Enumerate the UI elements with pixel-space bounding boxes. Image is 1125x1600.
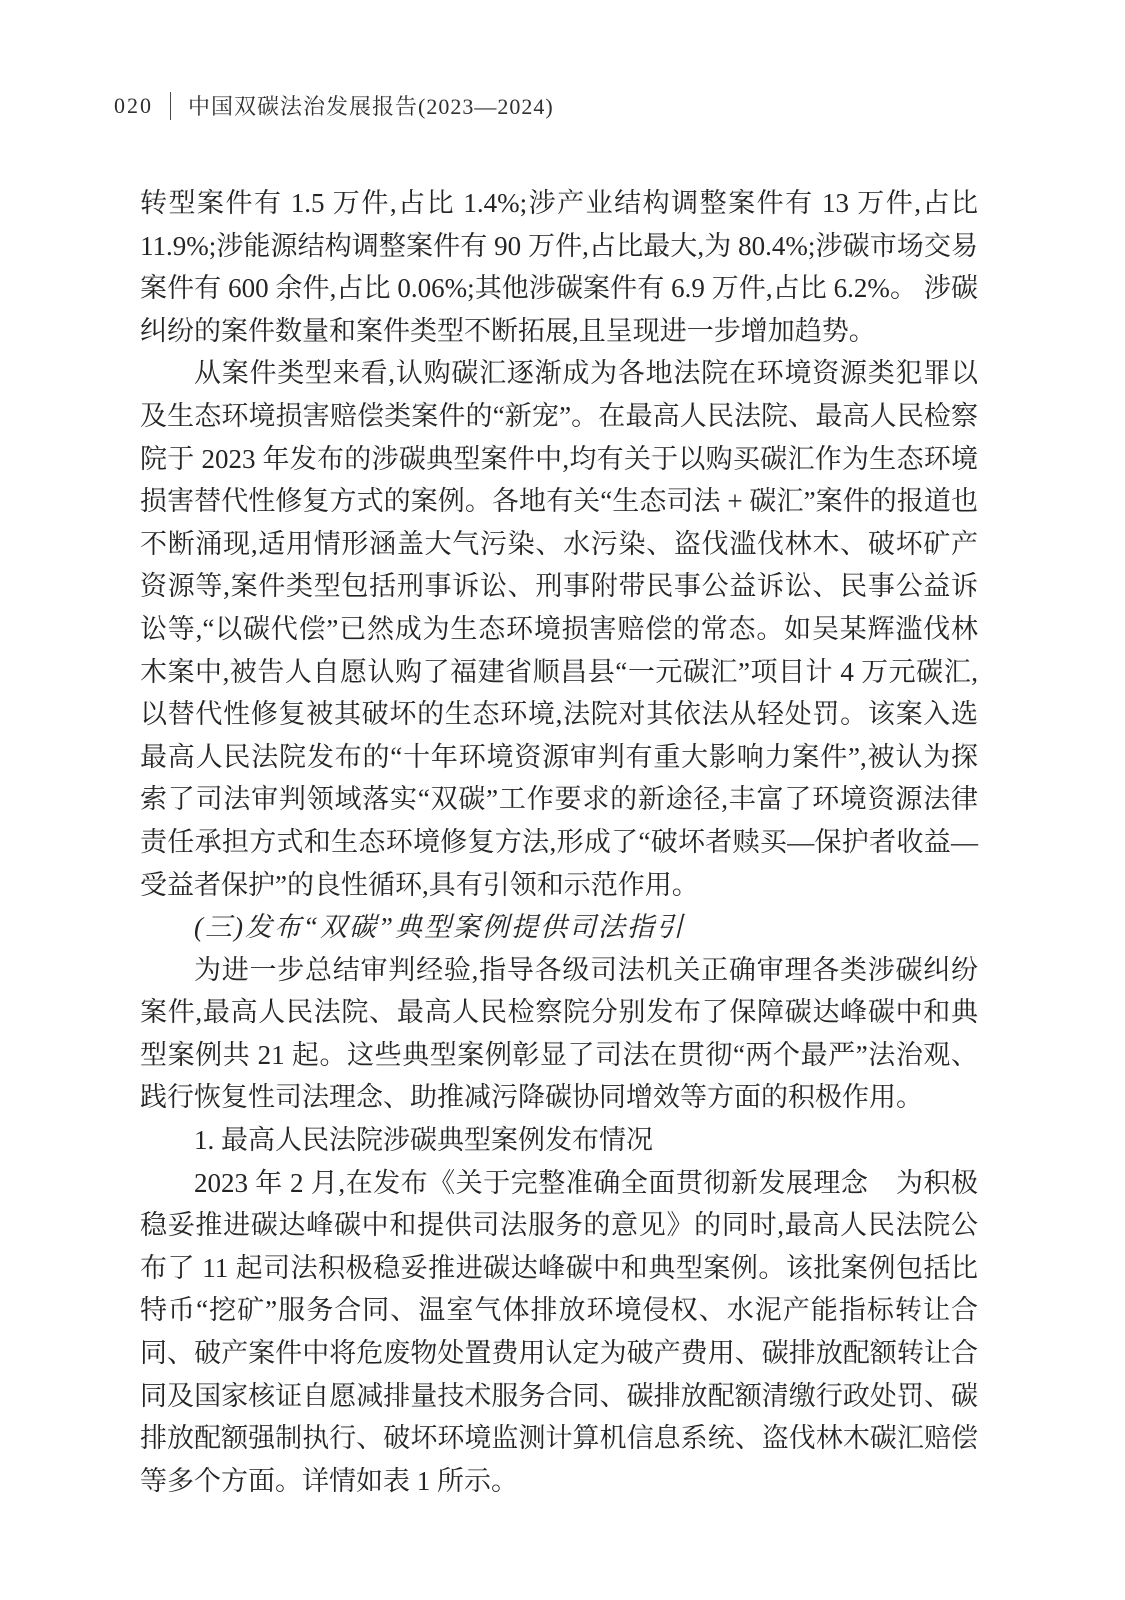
running-header (114, 90, 554, 121)
paragraph-2023-release-details: 2023 年 2 月,在发布《关于完整准确全面贯彻新发展理念 为积极稳妥推进碳达峰碳中和提供司法服务的意见》的同时,最高人民法院公布了 11 起司法积极稳妥推进碳达峰碳中和典型案例。该批案例包括比特币“挖矿”服务合同、温室气体排放环境侵权、水泥产能指标转让合同、破产案件中将危废物处置费用认定为破产费用、碳排放配额转让合同及国家核证自愿减排量技术服务合同、碳排放配额清缴行政处罚、碳排放配额强制执行、破坏环境监测计算机信息系统、盗伐林木碳汇赔偿等多个方面。详情如表 1 所示。 (140, 1167, 978, 1496)
page-body (140, 182, 978, 1502)
report-title: 中国双碳法治发展报告(2023—2024) (188, 94, 554, 119)
paragraph-typical-cases-summary: 为进一步总结审判经验,指导各级司法机关正确审理各类涉碳纠纷案件,最高人民法院、最高人民检察院分别发布了保障碳达峰碳中和典型案例共 21 起。这些典型案例彰显了司法在贯彻“两个最严”法治观、践行恢复性司法理念、助推减污降碳协同增效等方面的积极作用。 (140, 954, 978, 1113)
paragraph-carbon-sink-cases: 从案件类型来看,认购碳汇逐渐成为各地法院在环境资源类犯罪以及生态环境损害赔偿类案件的“新宠”。在最高人民法院、最高人民检察院于 2023 年发布的涉碳典型案件中,均有关于以购买碳汇作为生态环境损害替代性修复方式的案例。各地有关“生态司法 + 碳汇”案件的报道也不断涌现,适用情形涵盖大气污染、水污染、盗伐滥伐林木、破坏矿产资源等,案件类型包括刑事诉讼、刑事附带民事公益诉讼、民事公益诉讼等,“以碳代偿”已然成为生态环境损害赔偿的常态。如吴某辉滥伐林木案中,被告人自愿认购了福建省顺昌县“一元碳汇”项目计 4 万元碳汇,以替代性修复被其破坏的生态环境,法院对其依法从轻处罚。该案入选最高人民法院发布的“十年环境资源审判有重大影响力案件”,被认为探索了司法审判领域落实“双碳”工作要求的新途径,丰富了环境资源法律责任承担方式和生态环境修复方法,形成了“破坏者赎买—保护者收益—受益者保护”的良性循环,具有引领和示范作用。 (140, 358, 978, 900)
page-number: 020 (114, 92, 153, 118)
subheading-supreme-court-release: 1. 最高人民法院涉碳典型案例发布情况 (194, 1125, 653, 1156)
paragraph-case-statistics: 转型案件有 1.5 万件,占比 1.4%;涉产业结构调整案件有 13 万件,占比 11.9%;涉能源结构调整案件有 90 万件,占比最大,为 80.4%;涉碳市场交易案件有 600 余件,占比 0.06%;其他涉碳案件有 6.9 万件,占比 6.2%。 涉碳纠纷的案件数量和案件类型不断拓展,且呈现进一步增加趋势。 (140, 188, 978, 346)
section-heading-typical-cases: (三)发布“双碳”典型案例提供司法指引 (194, 912, 686, 943)
header-divider-rule (170, 92, 171, 120)
